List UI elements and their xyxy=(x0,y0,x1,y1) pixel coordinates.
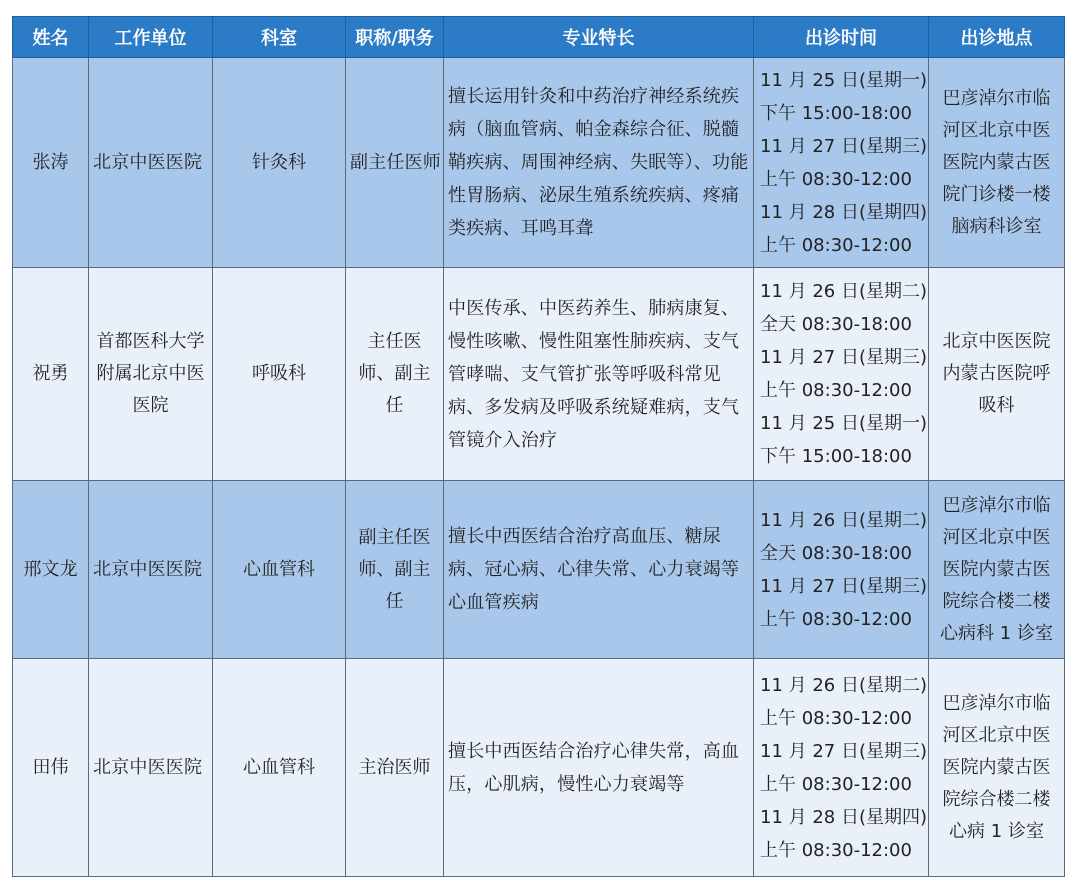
cell-dept xyxy=(213,268,346,481)
cell-dept xyxy=(213,481,346,659)
cell-title xyxy=(346,481,444,659)
cell-name xyxy=(13,481,89,659)
header-name: 姓名 xyxy=(13,17,89,58)
cell-place xyxy=(929,481,1065,659)
cell-title xyxy=(346,268,444,481)
doctor-dept: 心血管科 xyxy=(243,756,315,778)
cell-place xyxy=(929,268,1065,481)
cell-unit xyxy=(89,481,213,659)
cell-dept xyxy=(213,659,346,877)
doctor-specialty: 中医传承、中医药养生、肺病康复、慢性咳嗽、慢性阻塞性肺疾病、支气管哮喘、支气管扩张等呼吸科常见病、多发病及呼吸系统疑难病，支气管镜介入治疗 xyxy=(448,297,740,451)
clinic-times xyxy=(756,504,928,636)
table-row xyxy=(13,659,1065,877)
table-row xyxy=(13,268,1065,481)
doctor-specialty: 擅长中西医结合治疗高血压、糖尿病、冠心病、心律失常、心力衰竭等心血管疾病 xyxy=(448,526,740,613)
doctor-unit: 北京中医医院 xyxy=(93,757,203,778)
clinic-time-line: 11 月 27 日(星期三) xyxy=(760,135,928,157)
cell-place xyxy=(929,659,1065,877)
doctor-title: 主任医师、副主任 xyxy=(358,331,431,416)
schedule-table-wrapper xyxy=(12,16,1065,877)
clinic-time-line: 上午 08:30-12:00 xyxy=(760,839,912,861)
cell-place xyxy=(929,58,1065,268)
clinic-time-line: 11 月 25 日(星期一) xyxy=(760,69,928,91)
clinic-time-line: 上午 08:30-12:00 xyxy=(760,707,912,729)
clinic-time-line: 上午 08:30-12:00 xyxy=(760,773,912,795)
clinic-time-line: 11 月 27 日(星期三) xyxy=(760,347,928,368)
clinic-time-line: 全天 08:30-18:00 xyxy=(760,314,912,335)
cell-specialty xyxy=(444,481,754,659)
header-unit: 工作单位 xyxy=(89,17,213,58)
cell-times xyxy=(754,481,929,659)
cell-times xyxy=(754,268,929,481)
clinic-place: 巴彦淖尔市临河区北京中医医院内蒙古医院综合楼二楼心病科 1 诊室 xyxy=(940,494,1053,644)
clinic-time-line: 11 月 27 日(星期三) xyxy=(760,740,928,762)
doctor-name: 张涛 xyxy=(32,151,69,173)
doctor-title: 副主任医师、副主任 xyxy=(358,526,431,612)
clinic-times xyxy=(756,64,928,262)
header-title: 职称/职务 xyxy=(346,17,444,58)
clinic-time-line: 下午 15:00-18:00 xyxy=(760,446,912,467)
clinic-schedule-table xyxy=(12,16,1065,877)
doctor-title: 副主任医师 xyxy=(350,152,441,173)
doctor-unit: 首都医科大学附属北京中医医院 xyxy=(96,331,205,416)
table-header-row xyxy=(13,17,1065,58)
cell-unit xyxy=(89,58,213,268)
clinic-time-line: 11 月 26 日(星期二) xyxy=(760,674,928,696)
cell-times xyxy=(754,659,929,877)
header-place: 出诊地点 xyxy=(929,17,1065,58)
clinic-time-line: 上午 08:30-12:00 xyxy=(760,608,912,630)
doctor-specialty: 擅长运用针灸和中药治疗神经系统疾病（脑血管病、帕金森综合征、脱髓鞘疾病、周围神经病、失眠等）、功能性胃肠病、泌尿生殖系统疾病、疼痛类疾病、耳鸣耳聋 xyxy=(448,86,749,239)
doctor-name: 邢文龙 xyxy=(23,558,78,580)
doctor-dept: 针灸科 xyxy=(252,151,306,173)
cell-specialty xyxy=(444,659,754,877)
clinic-time-line: 全天 08:30-18:00 xyxy=(760,542,912,564)
doctor-name: 祝勇 xyxy=(32,363,69,384)
clinic-time-line: 上午 08:30-12:00 xyxy=(760,168,912,190)
doctor-name: 田伟 xyxy=(32,756,69,778)
cell-dept xyxy=(213,58,346,268)
doctor-unit: 北京中医医院 xyxy=(93,559,203,580)
cell-name xyxy=(13,58,89,268)
clinic-time-line: 11 月 28 日(星期四) xyxy=(760,201,928,223)
cell-title xyxy=(346,58,444,268)
doctor-title: 主治医师 xyxy=(358,756,431,778)
clinic-time-line: 下午 15:00-18:00 xyxy=(760,102,912,124)
clinic-place: 巴彦淖尔市临河区北京中医医院内蒙古医院门诊楼一楼脑病科诊室 xyxy=(942,87,1051,237)
clinic-times xyxy=(756,275,928,473)
table-row xyxy=(13,481,1065,659)
header-time: 出诊时间 xyxy=(754,17,929,58)
doctor-dept: 心血管科 xyxy=(243,558,315,580)
clinic-time-line: 11 月 25 日(星期一) xyxy=(760,413,928,434)
cell-times xyxy=(754,58,929,268)
header-dept: 科室 xyxy=(213,17,346,58)
clinic-time-line: 上午 08:30-12:00 xyxy=(760,380,912,401)
clinic-place: 北京中医医院内蒙古医院呼吸科 xyxy=(942,331,1051,416)
cell-name xyxy=(13,268,89,481)
clinic-place: 巴彦淖尔市临河区北京中医医院内蒙古医院综合楼二楼心病 1 诊室 xyxy=(942,692,1051,842)
clinic-time-line: 11 月 26 日(星期二) xyxy=(760,281,928,302)
cell-specialty xyxy=(444,268,754,481)
doctor-unit: 北京中医医院 xyxy=(93,152,203,173)
cell-unit xyxy=(89,268,213,481)
cell-specialty xyxy=(444,58,754,268)
doctor-specialty: 擅长中西医结合治疗心律失常，高血压，心肌病，慢性心力衰竭等 xyxy=(448,740,740,795)
clinic-time-line: 11 月 26 日(星期二) xyxy=(760,509,928,531)
cell-name xyxy=(13,659,89,877)
cell-unit xyxy=(89,659,213,877)
header-specialty: 专业特长 xyxy=(444,17,754,58)
clinic-time-line: 上午 08:30-12:00 xyxy=(760,234,912,256)
table-row xyxy=(13,58,1065,268)
clinic-time-line: 11 月 28 日(星期四) xyxy=(760,806,928,828)
clinic-times xyxy=(756,669,928,867)
clinic-time-line: 11 月 27 日(星期三) xyxy=(760,575,928,597)
cell-title xyxy=(346,659,444,877)
doctor-dept: 呼吸科 xyxy=(252,363,306,384)
